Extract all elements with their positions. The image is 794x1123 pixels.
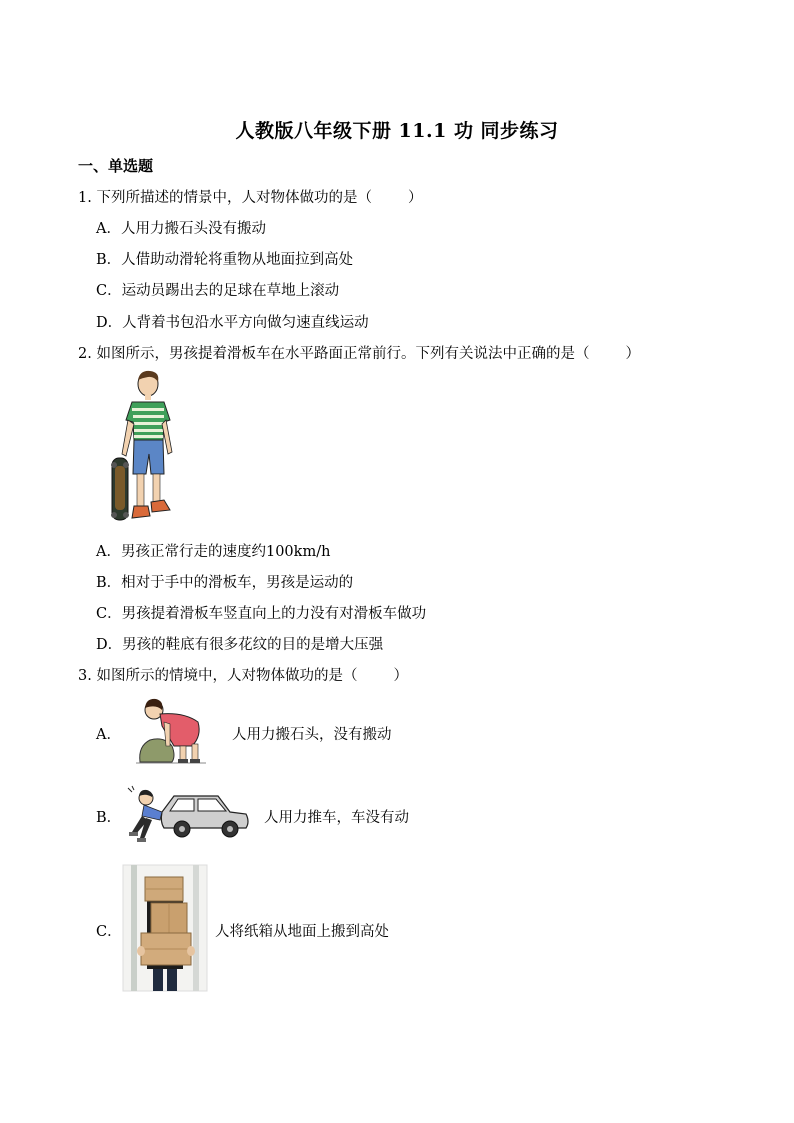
option-text: 男孩提着滑板车竖直向上的力没有对滑板车做功 bbox=[121, 606, 427, 622]
option-text: 人用力推车，车没有动 bbox=[264, 810, 409, 826]
option-text: 男孩正常行走的速度约100km/h bbox=[120, 544, 331, 560]
option-letter: B． bbox=[96, 575, 122, 591]
option bbox=[96, 311, 369, 332]
question-paren-close: ） bbox=[393, 668, 408, 684]
option bbox=[96, 602, 426, 623]
question-1-stem bbox=[78, 186, 422, 207]
option-letter: A． bbox=[96, 727, 121, 743]
question-3-stem bbox=[78, 664, 408, 685]
option bbox=[96, 571, 353, 592]
option-letter: B． bbox=[96, 810, 122, 826]
question-number: 2. bbox=[78, 346, 92, 362]
option-text: 人用力搬石头没有搬动 bbox=[120, 221, 266, 237]
person-pushing-car-illustration bbox=[126, 786, 252, 846]
option-letter: B． bbox=[96, 252, 122, 268]
option-letter: A． bbox=[96, 544, 121, 560]
option bbox=[96, 217, 266, 238]
question-text: 如图所示，男孩提着滑板车在水平路面正常前行。下列有关说法中正确的是（ bbox=[96, 346, 590, 362]
option bbox=[96, 248, 353, 269]
document-title: 人教版八年级下册 11.1 功 同步练习 bbox=[235, 120, 559, 142]
option-letter: C． bbox=[96, 606, 122, 622]
question-paren-close: ） bbox=[407, 190, 423, 206]
question-number: 1. bbox=[78, 190, 92, 206]
option-text: 运动员踢出去的足球在草地上滚动 bbox=[121, 283, 340, 299]
option-letter: C． bbox=[96, 283, 122, 299]
option-letter: A． bbox=[96, 221, 121, 237]
option-text: 人借助动滑轮将重物从地面拉到高处 bbox=[121, 252, 354, 268]
option-text: 相对于手中的滑板车，男孩是运动的 bbox=[121, 575, 354, 591]
option bbox=[96, 279, 339, 300]
section-heading: 一、单选题 bbox=[78, 157, 154, 175]
option-letter: C． bbox=[96, 924, 122, 940]
question-2-stem bbox=[78, 342, 640, 363]
option bbox=[96, 540, 330, 561]
option-text: 男孩的鞋底有很多花纹的目的是增大压强 bbox=[122, 637, 384, 653]
question-number: 3. bbox=[78, 668, 92, 684]
option bbox=[96, 633, 383, 654]
option-text: 人将纸箱从地面上搬到高处 bbox=[215, 924, 389, 940]
option-text: 人背着书包沿水平方向做匀速直线运动 bbox=[122, 315, 369, 331]
question-paren-close: ） bbox=[625, 346, 640, 362]
person-lifting-stone-illustration bbox=[134, 696, 209, 766]
question-text: 如图所示的情境中，人对物体做功的是（ bbox=[96, 668, 358, 684]
option-letter: D． bbox=[96, 637, 123, 653]
option-text: 人用力搬石头，没有搬动 bbox=[232, 727, 392, 743]
person-carrying-boxes-photo bbox=[123, 865, 207, 991]
option-letter: D． bbox=[96, 315, 123, 331]
boy-with-skateboard-illustration bbox=[108, 370, 183, 530]
question-text: 下列所描述的情景中，人对物体做功的是（ bbox=[96, 190, 372, 206]
